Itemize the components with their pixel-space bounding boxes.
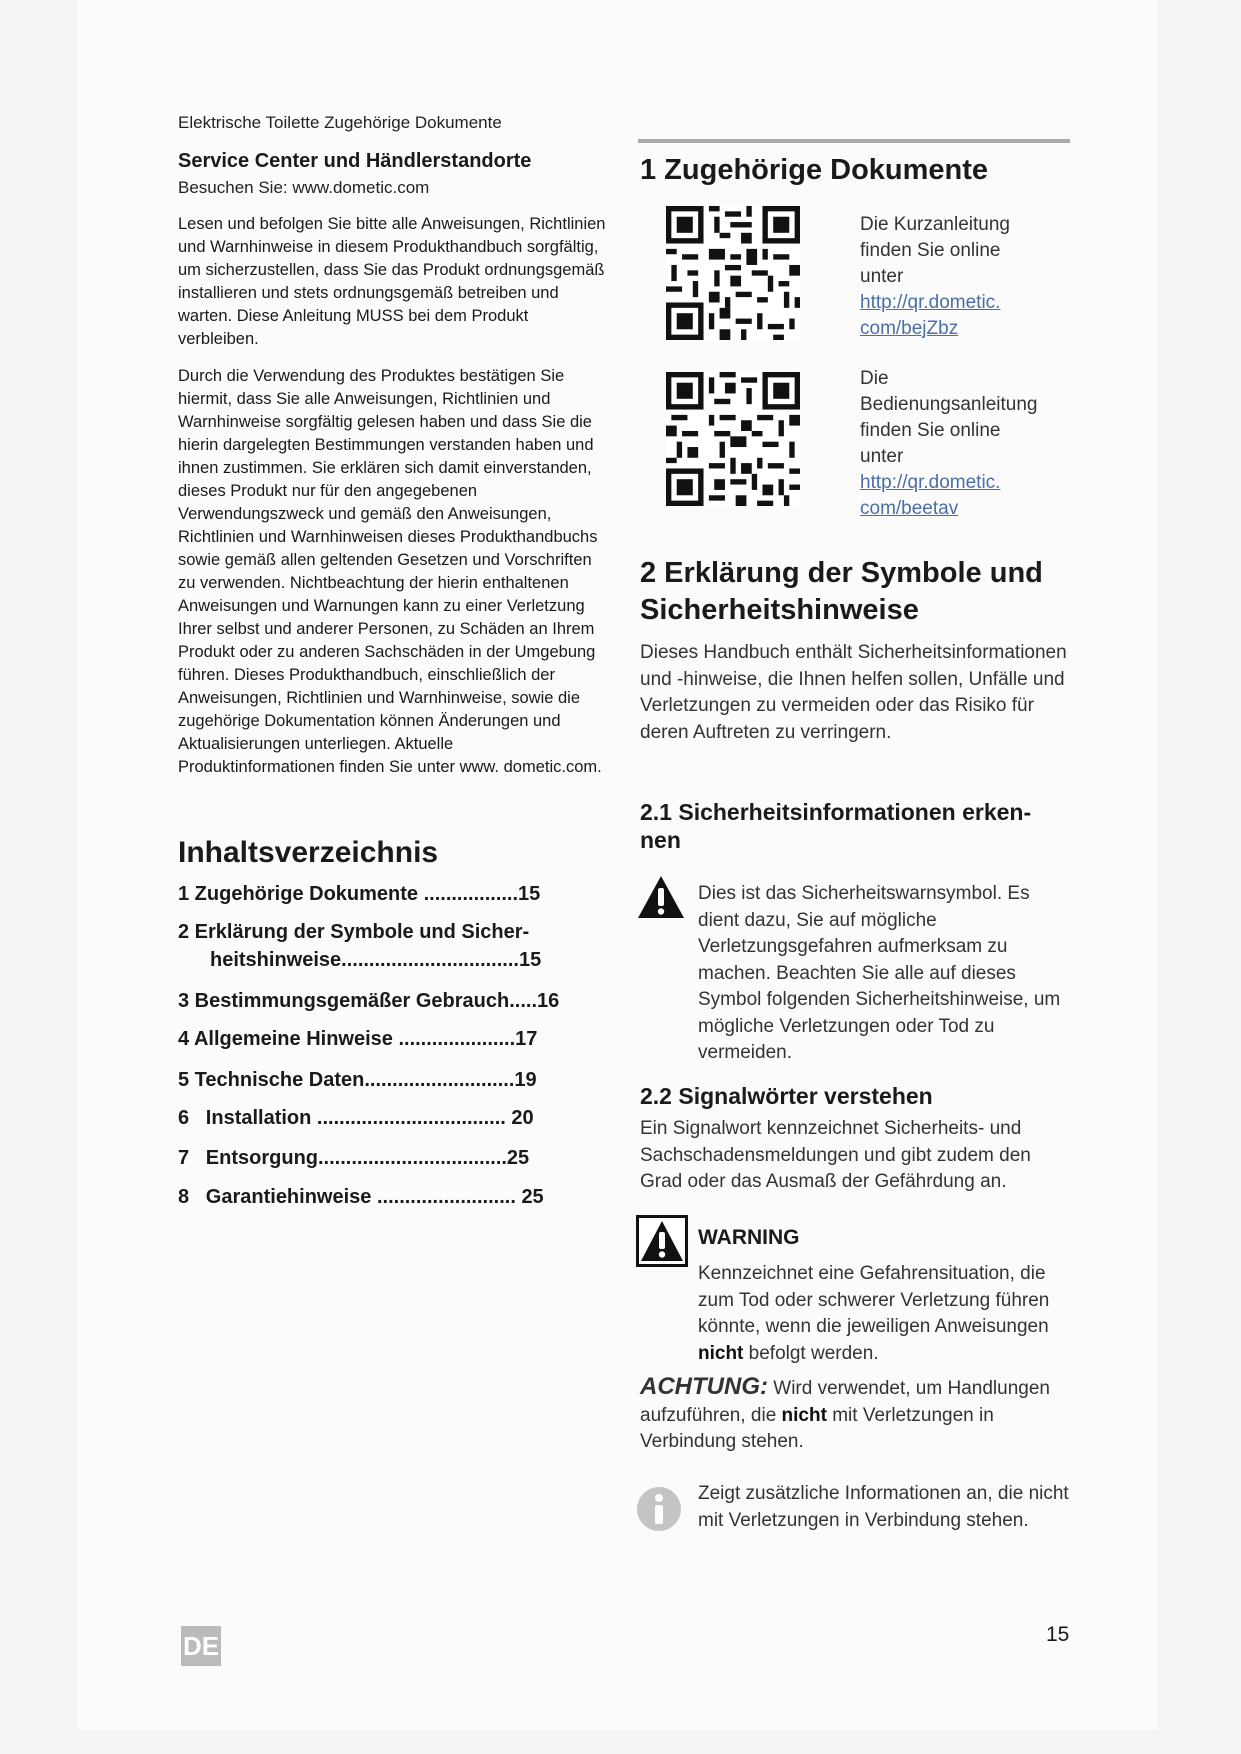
qr-code-manual[interactable]	[666, 372, 800, 506]
running-header: Elektrische Toilette Zugehörige Dokumente	[178, 113, 502, 132]
section-2-1-title-line2: nen	[640, 827, 681, 853]
section-2-title-line1: 2 Erklärung der Symbole und	[640, 557, 1043, 589]
toc-entry-8[interactable]: 8 Garantiehinweise ......................... 25	[178, 1186, 544, 1208]
qr1-link-line1[interactable]: http://qr.dometic.	[860, 292, 1001, 313]
info-text: Zeigt zusätzliche Informationen an, die nicht mit Verletzungen in Verbindung stehen.	[698, 1483, 1069, 1531]
service-title: Service Center und Händlerstandorte	[178, 150, 532, 172]
language-badge: DE	[181, 1626, 221, 1666]
page-number: 15	[1046, 1623, 1070, 1646]
toc-title: Inhaltsverzeichnis	[178, 836, 439, 869]
service-visit: Besuchen Sie: www.dometic.com	[178, 178, 430, 197]
intro-paragraph-2: Durch die Verwendung des Produktes bestätigen Sie hiermit, dass Sie alle Anweisungen, Richtlinien und Warnhinweise sorgfältig gelesen haben und dass Sie die hierin dargelegten Bestimmungen verstanden haben und ihnen zustimmen. Sie erklären sich damit einverstanden, dieses Produkt nur für den angegebenen Verwendungszweck und gemäß den Anweisungen, Richtlinien und Warnhinweisen dieses Produkthandbuchs sowie gemäß allen geltenden Gesetzen und Vorschriften zu verwenden. Nichtbeachtung der hierin enthaltenen Anweisungen und Warnungen kann zu einer Verletzung Ihrer selbst und anderer Personen, zu Schäden an Ihrem Produkt oder zu anderen Sachschäden in der Umgebung führen. Dieses Produkthandbuch, einschließlich der Anweisungen, Richtlinien und Warnhinweise, sowie die zugehörige Dokumentation können Änderungen und Aktualisierungen unterliegen. Aktuelle Produktinformationen finden Sie unter www. dometic.com.	[178, 367, 602, 776]
intro-paragraph-1: Lesen und befolgen Sie bitte alle Anweisungen, Richtlinien und Warnhinweise in diesem Produkthandbuch sorgfältig, um sicherzustellen, dass Sie das Produkt ordnungsgemäß installieren und stets ordnungsgemäß betreiben und warten. Diese Anleitung MUSS bei dem Produkt verbleiben.	[178, 215, 606, 348]
section-1-title: 1 Zugehörige Dokumente	[640, 154, 989, 186]
qr2-link-line2[interactable]: com/beetav	[860, 498, 959, 519]
qr1-line3: unter	[860, 266, 904, 287]
section-2-1-title-line1: 2.1 Sicherheitsinformationen erken-	[640, 799, 1032, 825]
warning-icon	[636, 1215, 688, 1267]
qr1-link-line2[interactable]: com/bejZbz	[860, 318, 959, 339]
toc-entry-2[interactable]: 2 Erklärung der Symbole und Sicher-	[178, 921, 530, 943]
safety-alert-icon	[636, 874, 686, 920]
warning-text: Kennzeichnet eine Gefahrensituation, die zum Tod oder schwerer Verletzung führen könnte, wenn die jeweiligen Anweisungen nicht befolgt werden.	[698, 1263, 1050, 1364]
qr2-line3: finden Sie online	[860, 420, 1001, 441]
toc-entry-6[interactable]: 6 Installation .................................. 20	[178, 1107, 534, 1129]
qr1-line2: finden Sie online	[860, 240, 1001, 261]
section-2-2-text: Ein Signalwort kennzeichnet Sicherheits- und Sachschadensmeldungen und gibt zudem den Grad oder das Ausmaß der Gefährdung an.	[640, 1118, 1031, 1192]
section-2-text: Dieses Handbuch enthält Sicherheitsinformationen und -hinweise, die Ihnen helfen sollen, Unfälle und Verletzungen zu vermeiden oder das Risiko für deren Auftreten zu verringern.	[640, 642, 1067, 743]
warning-label: WARNING	[698, 1226, 800, 1249]
achtung-label: ACHTUNG:	[640, 1373, 768, 1400]
toc-entry-5[interactable]: 5 Technische Daten...........................19	[178, 1069, 537, 1091]
qr2-line1: Die	[860, 368, 889, 389]
section-2-1-text: Dies ist das Sicherheitswarnsymbol. Es dient dazu, Sie auf mögliche Verletzungsgefahren aufmerksam zu machen. Beachten Sie alle auf dieses Symbol folgenden Sicherheitshinweise, um mögliche Verletzungen oder Tod zu vermeiden.	[698, 883, 1061, 1063]
qr-code-quickguide[interactable]	[666, 206, 800, 340]
section-2-title-line2: Sicherheitshinweise	[640, 594, 919, 626]
toc-entry-7[interactable]: 7 Entsorgung..................................25	[178, 1147, 530, 1169]
toc-entry-2-cont[interactable]: heitshinweise................................15	[210, 949, 542, 971]
qr1-line1: Die Kurzanleitung	[860, 214, 1010, 235]
qr2-link-line1[interactable]: http://qr.dometic.	[860, 472, 1001, 493]
header-rule	[638, 139, 1070, 143]
toc-entry-1[interactable]: 1 Zugehörige Dokumente .................15	[178, 883, 541, 905]
section-2-2-title: 2.2 Signalwörter verstehen	[640, 1083, 933, 1109]
achtung-note: ACHTUNG: Wird verwendet, um Handlungen aufzuführen, die nicht mit Verletzungen in Verbindung stehen.	[640, 1373, 1050, 1452]
info-icon	[636, 1486, 682, 1532]
toc-entry-3[interactable]: 3 Bestimmungsgemäßer Gebrauch.....16	[178, 990, 560, 1012]
toc-entry-4[interactable]: 4 Allgemeine Hinweise .....................17	[178, 1028, 538, 1050]
qr2-line4: unter	[860, 446, 904, 467]
qr2-line2: Bedienungsanleitung	[860, 394, 1038, 415]
